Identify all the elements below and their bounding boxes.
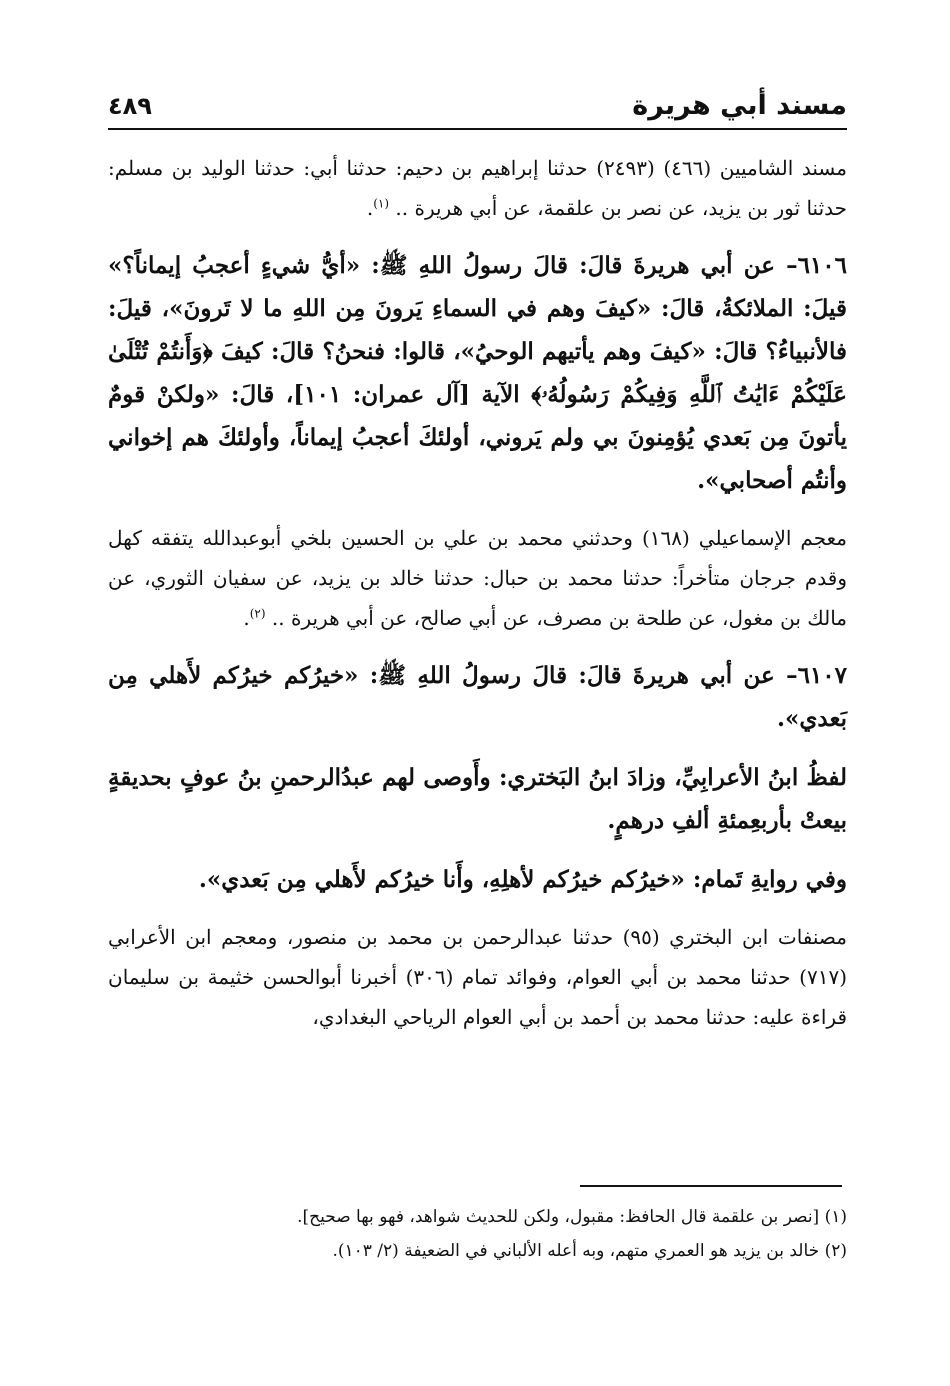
source-text-2: معجم الإسماعيلي (١٦٨) وحدثني محمد بن علي بن الحسين بلخي أبوعبدالله يتفقه كهل وقدم جرجان متأخراً: حدثنا محمد بن حبال: حدثنا خالد بن يزيد، عن سفيان الثوري، عن مالك بن مغول، عن طلحة بن مصرف، عن أبي صالح، عن أبي هريرة ..: [108, 526, 847, 630]
main-text: [108, 148, 847, 1053]
source-paragraph-1: مسند الشاميين (٤٦٦) (٢٤٩٣) حدثنا إبراهيم بن دحيم: حدثنا أبي: حدثنا الوليد بن مسلم: حدثنا ثور بن يزيد، عن نصر بن علقمة، عن أبي هريرة .. $^{(١)}$.: [108, 156, 847, 220]
footnote-ref-1: (١): [373, 196, 390, 211]
hadith-addition: لفظُ ابنُ الأعرابِيِّ، وزادَ ابنُ البَختري: وأَوصى لهم عبدُالرحمنِ بنُ عوفٍ بحديقةٍ بيعتْ بأربعِمئةِ ألفِ درهمٍ.: [108, 764, 847, 834]
book-title: مسند أبي هريرة: [632, 90, 847, 121]
hadith-variant: وفي روايةِ تَمام: «خيرُكم خيرُكم لأهلِهِ، وأَنا خيرُكم لأَهلي مِن بَعدي».: [198, 866, 847, 893]
source-paragraph-2: معجم الإسماعيلي (١٦٨) وحدثني محمد بن علي بن الحسين بلخي أبوعبدالله يتفقه كهل وقدم جرجان متأخراً: حدثنا محمد بن حبال: حدثنا خالد بن يزيد، عن سفيان الثوري، عن مالك بن مغول، عن طلحة بن مصرف، عن أبي صالح، عن أبي هريرة .. $^{(٢)}$.: [108, 526, 847, 630]
footnotes: [108, 1200, 847, 1268]
footnote-divider: [580, 1185, 842, 1187]
source-text-1: مسند الشاميين (٤٦٦) (٢٤٩٣) حدثنا إبراهيم بن دحيم: حدثنا أبي: حدثنا الوليد بن مسلم: حدثنا ثور بن يزيد، عن نصر بن علقمة، عن أبي هريرة ..: [108, 156, 847, 220]
source-paragraph-3: مصنفات ابن البختري (٩٥) حدثنا عبدالرحمن بن محمد بن منصور، ومعجم ابن الأعرابي (٧١٧) حدثنا محمد بن أبي العوام، وفوائد تمام (٣٠٦) أخبرنا أبوالحسن خثيمة بن سليمان قراءة عليه: حدثنا محمد بن أحمد بن أبي العوام الرياحي البغدادي،: [108, 925, 847, 1029]
footnote-ref-2: (٢): [249, 606, 266, 621]
running-header: [108, 86, 847, 130]
page-number: ٤٨٩: [108, 92, 152, 120]
footnote-2: (٢) خالد بن يزيد هو العمري متهم، وبه أعله الألباني في الضعيفة (٢/ ١٠٣).: [332, 1241, 847, 1261]
hadith-6106: ٦١٠٦– عن أبي هريرةَ قالَ: قالَ رسولُ اللهِ ﷺ: «أيُّ شيءٍ أعجبُ إيماناً؟» قيلَ: الملائكةُ، قالَ: «كيفَ وهم في السماءِ يَرونَ مِن اللهِ ما لا تَرونَ»، قيلَ: فالأنبياءُ؟ قالَ: «كيفَ وهم يأتيهم الوحيُ»، قالوا: فنحنُ؟ قالَ: كيفَ ﴿وَأَنتُمْ تُتْلَىٰ عَلَيْكُمْ ءَايَٰتُ ٱللَّهِ وَفِيكُمْ رَسُولُهُۥ﴾ الآية [آل عمران: ١٠١]، قالَ: «ولكنْ قومٌ يأتونَ مِن بَعدي يُؤمِنونَ بي ولم يَروني، أولئكَ أعجبُ إيماناً، وأولئكَ هم إخواني وأنتُم أصحابي».: [108, 252, 847, 494]
hadith-6107: ٦١٠٧– عن أبي هريرةَ قالَ: قالَ رسولُ اللهِ ﷺ: «خيرُكم خيرُكم لأَهلي مِن بَعدي».: [108, 662, 847, 732]
footnote-1: (١) [نصر بن علقمة قال الحافظ: مقبول، ولكن للحديث شواهد، فهو بها صحيح].: [297, 1207, 847, 1227]
